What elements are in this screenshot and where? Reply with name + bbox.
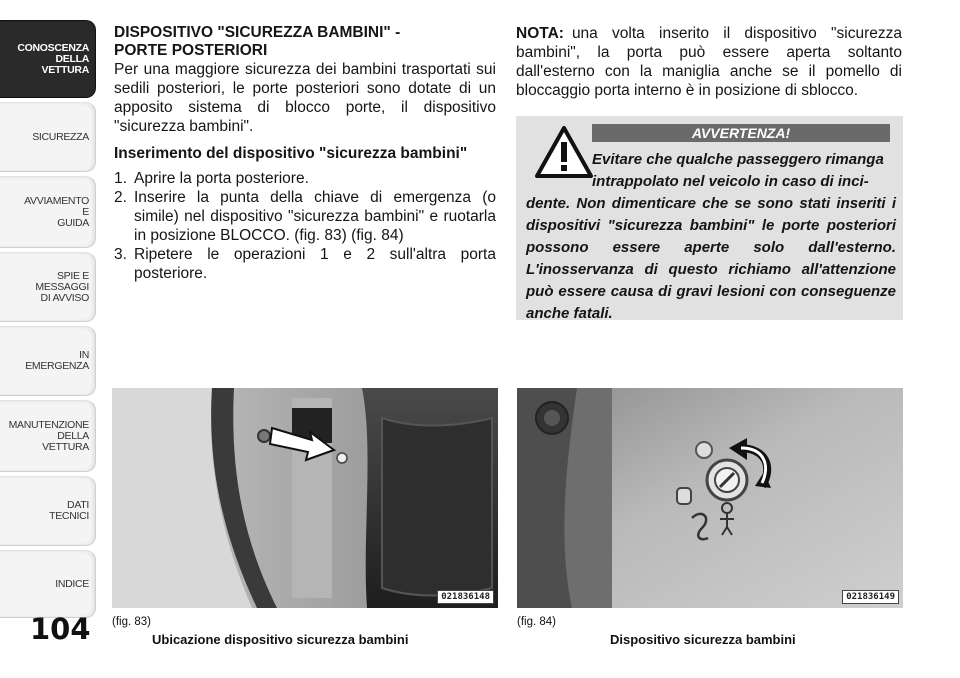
tab-avviamento-e-guida[interactable]: AVVIAMENTO E GUIDA: [0, 176, 96, 248]
door-frame-illustration: [112, 388, 498, 608]
page-number: 104: [30, 612, 91, 646]
tab-dati-tecnici[interactable]: DATI TECNICI: [0, 476, 96, 546]
warning-rest: dente. Non dimenticare che se sono stati inseriti i dispositivi "sicurezza bambini" le porte posteriori possono essere aperte solo dall'esterno. L'inosservanza di questo richiamo all'attenzione può essere causa di gravi lesioni con conseguenze anche fatali.: [526, 195, 896, 322]
section-heading-line1: DISPOSITIVO "SICUREZZA BAMBINI" -: [114, 24, 401, 41]
list-item: [114, 188, 496, 245]
figure-83-reference: (fig. 83): [112, 616, 151, 628]
nota-label: NOTA:: [516, 25, 564, 42]
section-heading-line2: PORTE POSTERIORI: [114, 42, 268, 59]
step-text: Ripetere le operazioni 1 e 2 sull'altra porta posteriore.: [134, 246, 496, 282]
figure-code: 021836149: [842, 590, 899, 604]
list-item: [114, 245, 496, 283]
section-heading: [114, 24, 496, 60]
step-text: Aprire la porta posteriore.: [134, 170, 309, 187]
warning-title: AVVERTENZA!: [592, 124, 890, 142]
tab-in-emergenza[interactable]: IN EMERGENZA: [0, 326, 96, 396]
left-column: [114, 24, 496, 283]
tab-conoscenza-della-vettura[interactable]: CONOSCENZA DELLA VETTURA: [0, 20, 96, 98]
step-number: 1.: [114, 170, 127, 187]
figure-84-image: [517, 388, 903, 608]
figure-83-caption: Ubicazione dispositivo sicurezza bambini: [152, 632, 409, 647]
tab-spie-e-messaggi[interactable]: SPIE E MESSAGGI DI AVVISO: [0, 252, 96, 322]
nota-text: una volta inserito il dispositivo "sicurezza bambini", la porta può essere aperta soltanto dall'esterno con la maniglia anche se il pomello di bloccaggio porta interno è in posizione di sblocco.: [516, 25, 902, 99]
nota-paragraph: [516, 24, 902, 100]
tab-manutenzione-della-vettura[interactable]: MANUTENZIONE DELLA VETTURA: [0, 400, 96, 472]
warning-line2: intrappolato nel veicolo in caso di inci-: [592, 173, 869, 190]
right-column: [516, 24, 902, 100]
figure-83-image: [112, 388, 498, 608]
step-number: 3.: [114, 246, 127, 263]
warning-line1: Evitare che qualche passeggero rimanga: [592, 151, 884, 168]
figure-84-caption: Dispositivo sicurezza bambini: [610, 632, 796, 647]
child-lock-illustration: [517, 388, 903, 608]
warning-text: [526, 149, 896, 325]
steps-list: [114, 169, 496, 283]
figure-code: 021836148: [437, 590, 494, 604]
subheading: Inserimento del dispositivo "sicurezza bambini": [114, 145, 468, 162]
intro-paragraph: Per una maggiore sicurezza dei bambini trasportati sui sedili posteriori, le porte posteriori sono dotate di un apposito sistema di blocco porte, il dispositivo "sicurezza bambini".: [114, 61, 496, 135]
step-number: 2.: [114, 189, 127, 206]
warning-box: [516, 116, 903, 320]
tab-indice[interactable]: INDICE: [0, 550, 96, 618]
figure-84-reference: (fig. 84): [517, 616, 556, 628]
list-item: [114, 169, 496, 188]
tab-sicurezza[interactable]: SICUREZZA: [0, 102, 96, 172]
step-text: Inserire la punta della chiave di emergenza (o simile) nel dispositivo "sicurezza bambini" e ruotarla in posizione BLOCCO. (fig. 83) (fig. 84): [134, 189, 496, 244]
